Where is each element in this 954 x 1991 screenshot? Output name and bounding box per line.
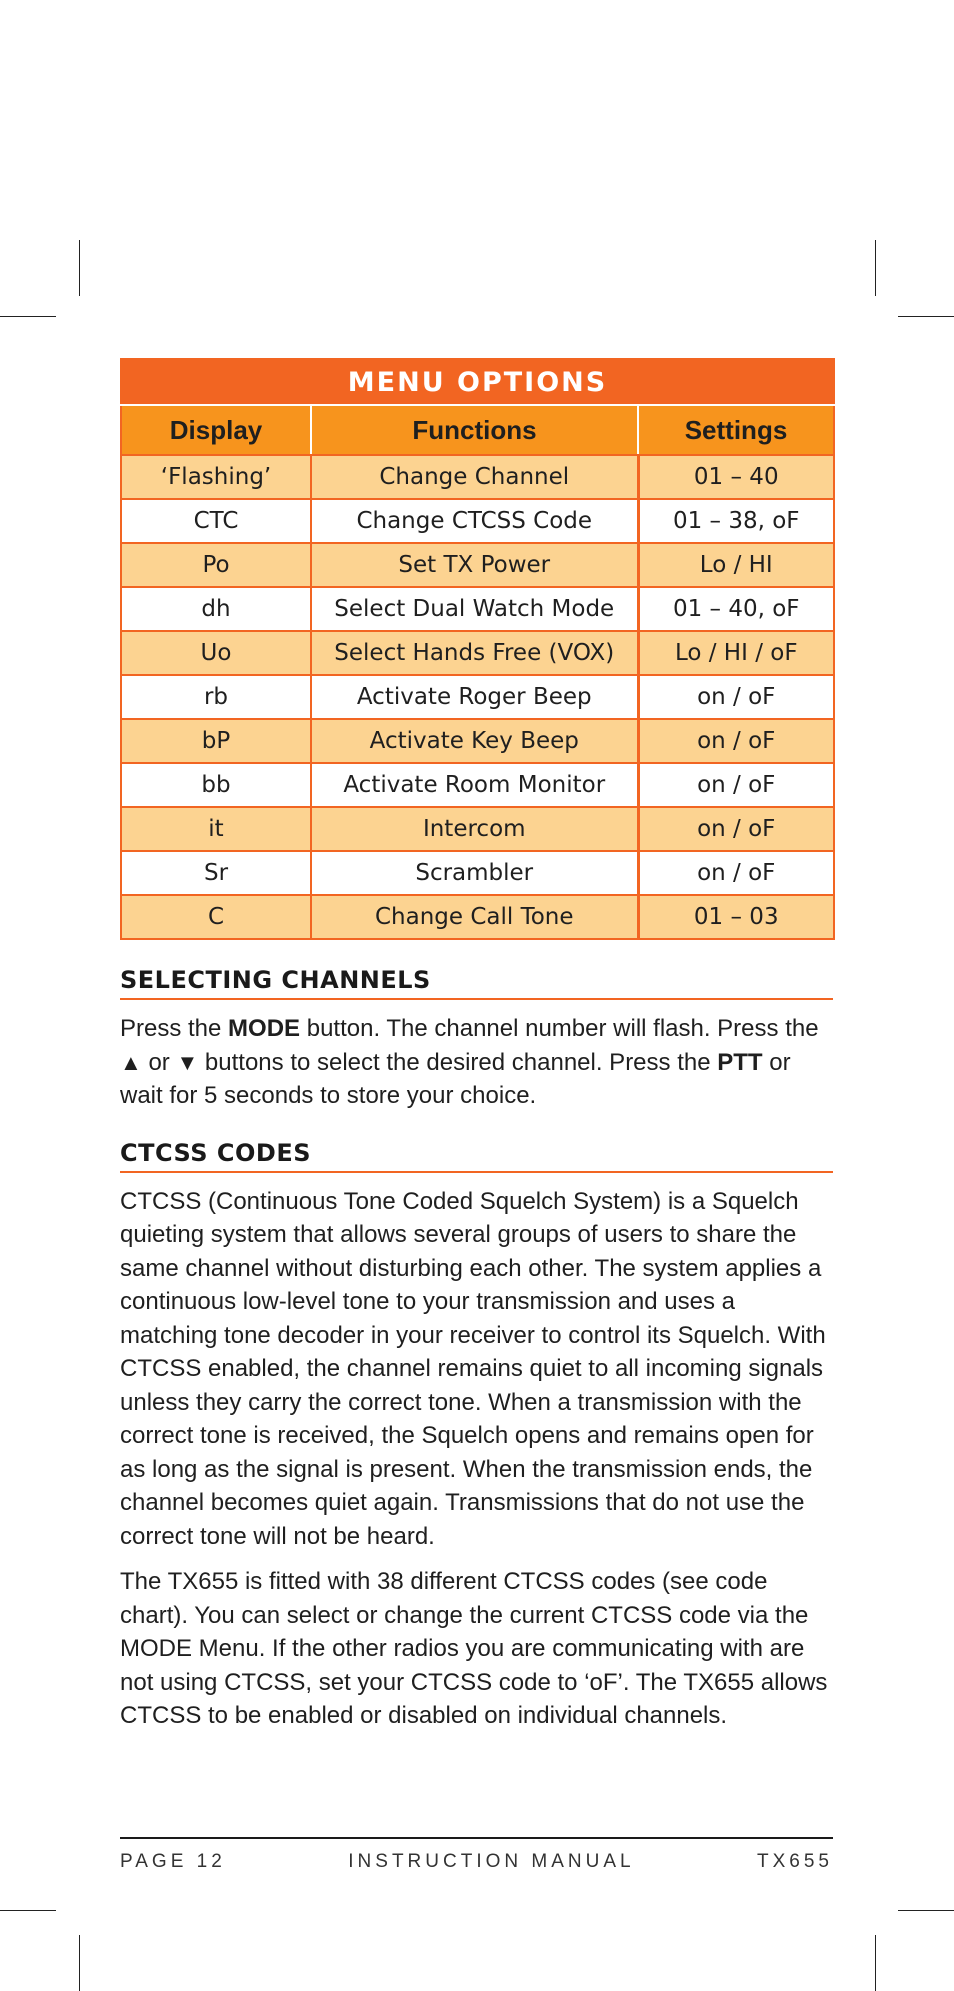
section-heading-ctcss-codes: CTCSS CODES — [120, 1139, 833, 1173]
table-row — [121, 631, 834, 675]
setting-cell: 01 – 03 — [638, 895, 834, 939]
text-run: or wait for 5 seconds to store your choice. — [120, 1048, 791, 1109]
arrow-down-icon: ▼ — [176, 1049, 199, 1075]
setting-cell: on / oF — [638, 763, 834, 807]
crop-mark — [898, 1910, 954, 1911]
column-header-functions: Functions — [311, 405, 638, 455]
page-footer — [120, 1837, 833, 1873]
table-row — [121, 499, 834, 543]
table-row — [121, 807, 834, 851]
display-cell: Sr — [121, 851, 311, 895]
table-row — [121, 543, 834, 587]
setting-cell: 01 – 40 — [638, 455, 834, 499]
crop-mark — [898, 316, 954, 317]
crop-mark — [0, 1910, 56, 1911]
crop-mark — [875, 1935, 876, 1991]
table-row — [121, 895, 834, 939]
mode-keyword: MODE — [228, 1015, 301, 1042]
display-cell: bP — [121, 719, 311, 763]
table-row — [121, 587, 834, 631]
function-cell: Activate Room Monitor — [311, 763, 638, 807]
table-row — [121, 455, 834, 499]
crop-mark — [0, 316, 56, 317]
section-heading-selecting-channels: SELECTING CHANNELS — [120, 966, 833, 1000]
manual-title: INSTRUCTION MANUAL — [348, 1851, 635, 1872]
crop-mark — [79, 240, 80, 296]
text-run: Press the — [120, 1015, 229, 1042]
table-row — [121, 675, 834, 719]
page-content — [120, 358, 833, 1745]
display-cell: ‘Flashing’ — [121, 455, 311, 499]
arrow-up-icon: ▲ — [120, 1049, 142, 1075]
display-cell: Po — [121, 543, 311, 587]
ctcss-paragraph-2: The TX655 is fitted with 38 different CTCSS codes (see code chart). You can select or change the current CTCSS code via the MODE Menu. If the other radios you are communicating with are not using CTCSS, set your CTCSS code to ‘oF’. The TX655 allows CTCSS to be enabled or disabled on individual channels. — [120, 1568, 828, 1729]
function-cell: Activate Key Beep — [311, 719, 638, 763]
setting-cell: 01 – 40, oF — [638, 587, 834, 631]
model-name: TX655 — [757, 1851, 833, 1872]
display-cell: it — [121, 807, 311, 851]
setting-cell: on / oF — [638, 675, 834, 719]
crop-mark — [79, 1935, 80, 1991]
function-cell: Change CTCSS Code — [311, 499, 638, 543]
function-cell: Activate Roger Beep — [311, 675, 638, 719]
crop-mark — [875, 240, 876, 296]
display-cell: dh — [121, 587, 311, 631]
setting-cell: on / oF — [638, 719, 834, 763]
function-cell: Select Dual Watch Mode — [311, 587, 638, 631]
setting-cell: Lo / HI / oF — [638, 631, 834, 675]
display-cell: bb — [121, 763, 311, 807]
function-cell: Select Hands Free (VOX) — [311, 631, 638, 675]
setting-cell: 01 – 38, oF — [638, 499, 834, 543]
function-cell: Set TX Power — [311, 543, 638, 587]
text-run: buttons to select the desired channel. Press the — [198, 1048, 718, 1076]
setting-cell: on / oF — [638, 851, 834, 895]
column-header-display: Display — [121, 405, 311, 455]
table-row — [121, 719, 834, 763]
selecting-channels-paragraph — [120, 1012, 833, 1113]
ctcss-paragraph-1: CTCSS (Continuous Tone Coded Squelch System) is a Squelch quieting system that allows several groups of users to share the same channel without disturbing each other. The system applies a continuous low-level tone to your transmission and uses a matching tone decoder in your receiver to control its Squelch. With CTCSS enabled, the channel remains quiet to all incoming signals unless they carry the correct tone. When a transmission with the correct tone is received, the Squelch opens and remains open for as long as the signal is present. When the transmission ends, the channel becomes quiet again. Transmissions that do not use the correct tone will not be heard. — [120, 1187, 826, 1550]
setting-cell: Lo / HI — [638, 543, 834, 587]
display-cell: C — [121, 895, 311, 939]
setting-cell: on / oF — [638, 807, 834, 851]
display-cell: rb — [121, 675, 311, 719]
menu-options-table — [120, 358, 835, 940]
table-row — [121, 851, 834, 895]
text-run: button. The channel number will flash. Press the — [300, 1015, 819, 1042]
table-row — [121, 763, 834, 807]
function-cell: Change Call Tone — [311, 895, 638, 939]
function-cell: Scrambler — [311, 851, 638, 895]
table-title: MENU OPTIONS — [121, 359, 834, 405]
display-cell: Uo — [121, 631, 311, 675]
display-cell: CTC — [121, 499, 311, 543]
text-run: or — [141, 1048, 177, 1076]
page-number: PAGE 12 — [120, 1851, 226, 1872]
column-header-settings: Settings — [638, 405, 834, 455]
function-cell: Change Channel — [311, 455, 638, 499]
ptt-keyword: PTT — [717, 1048, 763, 1076]
table-header-row — [121, 405, 834, 455]
function-cell: Intercom — [311, 807, 638, 851]
